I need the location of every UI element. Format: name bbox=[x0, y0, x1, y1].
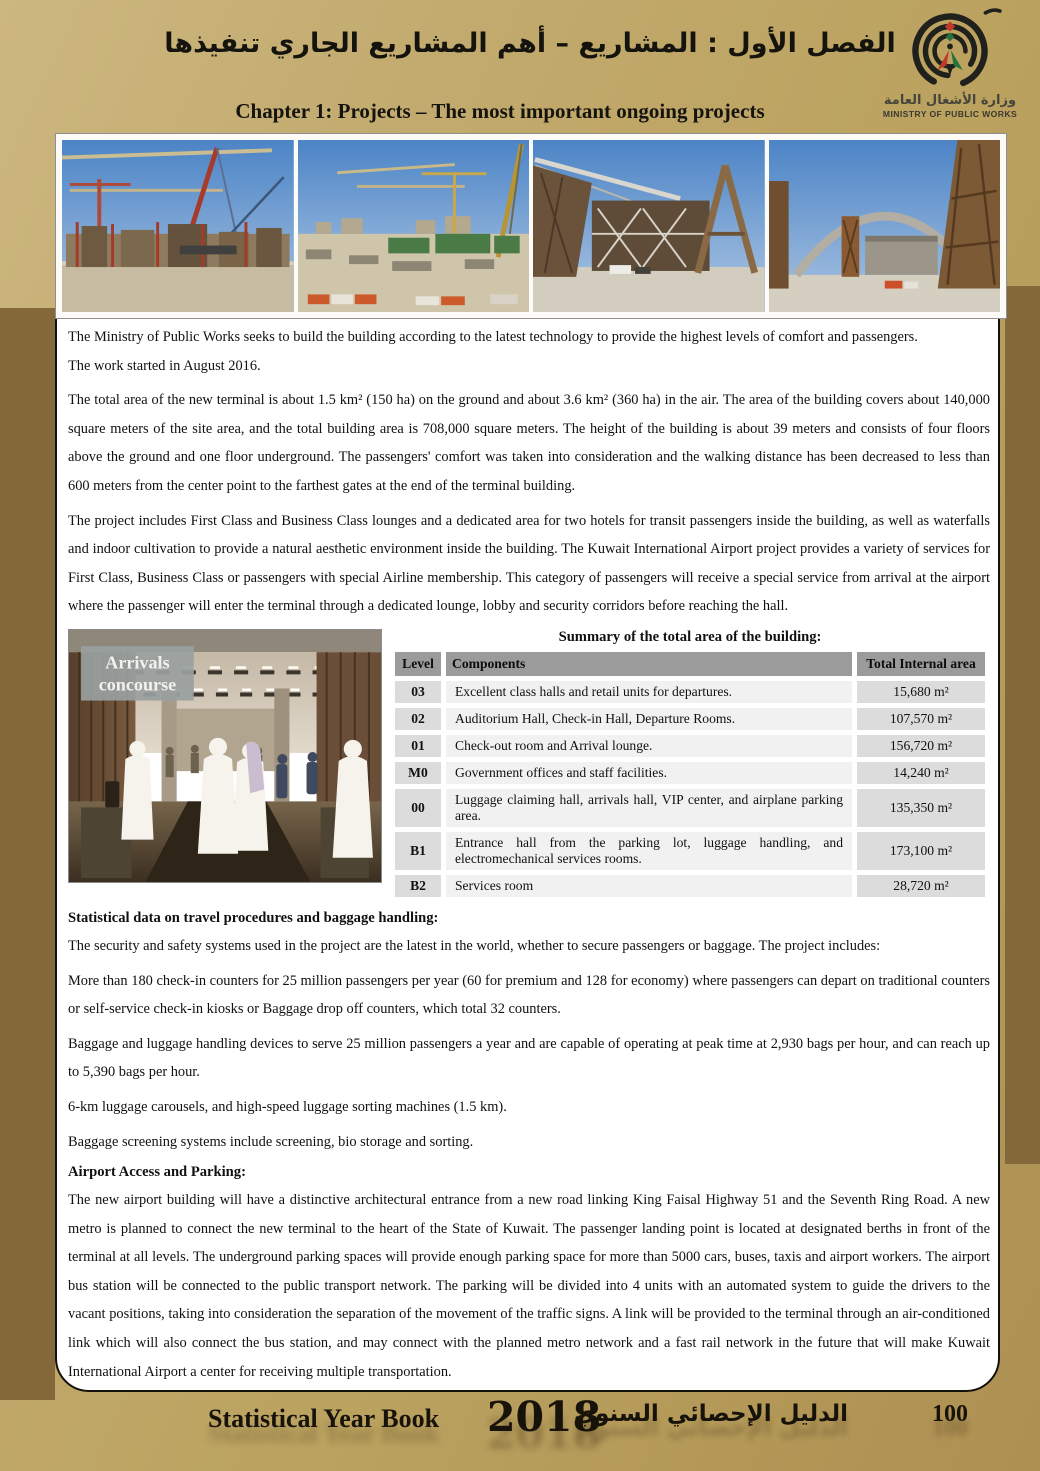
chapter-title-english: Chapter 1: Projects – The most important ongoing projects bbox=[235, 99, 765, 123]
access-paragraph-1: The new airport building will have a distinctive architectural entrance from a new road linking King Faisal Highway 51 and the Seventh Ring Road. A new metro is planned to connect the new terminal to the heart of the State of Kuwait. The passenger landing point is located at designated berths in front of the terminal at all levels. The underground parking spaces will provide enough parking space for more than 5000 cars, buses, taxis and airport workers. The airport bus station will be connected to the public transport network. The parking will be divided into 4 units with an automated system to guide the drivers to the vacant positions, taking into consideration the separation of the movement of the traffic signs. A link will be provided to the terminal through an air-conditioned link which will also connect the bus station, and may connect with the planned metro network and a fast rail network in the future that will make Kuwait International Airport a center for receiving multiple transportation. bbox=[68, 1192, 990, 1380]
left-accent-panel bbox=[0, 308, 55, 1400]
stats-paragraph-3: Baggage and luggage handling devices to serve 25 million passengers a year and are capable of operating at peak time at 2,930 bags per hour, and can reach up to 5,390 bags per hour. bbox=[68, 1035, 990, 1081]
paragraph-project-includes: The project includes First Class and Business Class lounges and a dedicated area for two hotels for transit passengers inside the building, as well as waterfalls and indoor cultivation to provide a natural aesthetic environment inside the building. The Kuwait International Airport project provides a variety of services for First Class, Business Class or passengers with special Airline membership. This category of passengers will receive a special service from arrival at the airport where the passenger will enter the terminal through a dedicated lounge, lobby and security corridors before reaching the hall. bbox=[68, 512, 990, 615]
page-header bbox=[0, 0, 1040, 133]
table-row bbox=[395, 735, 985, 757]
table-row bbox=[395, 681, 985, 703]
level-cell: 00 bbox=[395, 789, 441, 827]
ministry-swirl-icon bbox=[872, 8, 1028, 94]
card-content bbox=[68, 323, 990, 1392]
level-cell: 01 bbox=[395, 735, 441, 757]
level-cell: 02 bbox=[395, 708, 441, 730]
footer-title-arabic: الدليل الإحصائي السنوي bbox=[574, 1401, 848, 1427]
stats-paragraph-2: More than 180 check-in counters for 25 million passengers per year (60 for premium and 128 for economy) where passengers can depart on traditional counters or self-service check-in kiosks or Baggage drop off counters, which total 32 counters. bbox=[68, 972, 990, 1018]
area-cell: 107,570 m² bbox=[857, 708, 985, 730]
stats-paragraph-5: Baggage screening systems include screening, bio storage and sorting. bbox=[68, 1133, 474, 1150]
footer-page-number: 100 bbox=[932, 1401, 968, 1427]
col-header-area: Total Internal area bbox=[857, 652, 985, 676]
table-row bbox=[395, 832, 985, 870]
level-cell: B1 bbox=[395, 832, 441, 870]
page-footer bbox=[0, 1392, 1040, 1471]
area-cell: 28,720 m² bbox=[857, 875, 985, 897]
paragraph-intro-1: The Ministry of Public Works seeks to build the building according to the latest technology to provide the highest levels of comfort and passengers. bbox=[68, 329, 918, 345]
arrivals-concourse-image bbox=[68, 629, 382, 883]
right-accent-panel bbox=[1005, 286, 1040, 1164]
components-cell: Excellent class halls and retail units for departures. bbox=[446, 681, 852, 703]
area-cell: 15,680 m² bbox=[857, 681, 985, 703]
components-cell: Entrance hall from the parking lot, luggage handling, and electromechanical services rooms. bbox=[446, 832, 852, 870]
paragraph-total-area: The total area of the new terminal is about 1.5 km² (150 ha) on the ground and about 3.6 km² (360 ha) in the air. The area of the building covers about 140,000 square meters of the site area, and the total building area is 708,000 square meters. The height of the building is about 39 meters and consists of four floors above the ground and one floor underground. The passengers' comfort was taken into consideration and the walking distance has been decreased to less than 600 meters from the center point to the farthest gates at the end of the terminal building. bbox=[68, 392, 990, 494]
area-cell: 135,350 m² bbox=[857, 789, 985, 827]
level-cell: M0 bbox=[395, 762, 441, 784]
components-cell: Check-out room and Arrival lounge. bbox=[446, 735, 852, 757]
table-row bbox=[395, 708, 985, 730]
table-header-row bbox=[395, 652, 985, 676]
area-cell: 173,100 m² bbox=[857, 832, 985, 870]
components-cell: Auditorium Hall, Check-in Hall, Departure Rooms. bbox=[446, 708, 852, 730]
area-cell: 156,720 m² bbox=[857, 735, 985, 757]
paragraph-intro-2: The work started in August 2016. bbox=[68, 357, 261, 374]
construction-photo-3 bbox=[533, 140, 765, 312]
components-cell: Luggage claiming hall, arrivals hall, VIP center, and airplane parking area. bbox=[446, 789, 852, 827]
col-header-level: Level bbox=[395, 652, 441, 676]
level-cell: B2 bbox=[395, 875, 441, 897]
arrivals-label-line2: concourse bbox=[98, 674, 177, 695]
components-cell: Government offices and staff facilities. bbox=[446, 762, 852, 784]
stats-paragraph-1: The security and safety systems used in the project are the latest in the world, whether to secure passengers or baggage. The project includes: bbox=[68, 937, 881, 954]
ministry-name-arabic: وزارة الأشغال العامة bbox=[883, 93, 1017, 108]
ministry-logo bbox=[872, 8, 1028, 120]
footer-book-title: Statistical Year Book bbox=[208, 1404, 440, 1433]
area-table-column bbox=[390, 629, 990, 902]
table-title: Summary of the total area of the building: bbox=[558, 628, 822, 645]
table-row bbox=[395, 789, 985, 827]
footer-year: 2018 bbox=[487, 1393, 602, 1441]
table-row bbox=[395, 762, 985, 784]
chapter-title-arabic: الفصل الأول : المشاريع – أهم المشاريع الجاري تنفيذها bbox=[164, 28, 896, 59]
arrivals-label-line1: Arrivals bbox=[105, 652, 170, 673]
construction-photo-4 bbox=[769, 140, 1001, 312]
area-cell: 14,240 m² bbox=[857, 762, 985, 784]
level-cell: 03 bbox=[395, 681, 441, 703]
col-header-components: Components bbox=[446, 652, 852, 676]
stats-paragraph-4: 6-km luggage carousels, and high-speed luggage sorting machines (1.5 km). bbox=[68, 1098, 507, 1115]
image-and-table-section bbox=[68, 629, 990, 902]
construction-photo-1 bbox=[62, 140, 294, 312]
building-area-table bbox=[390, 647, 990, 902]
ministry-name-english: MINISTRY OF PUBLIC WORKS bbox=[882, 109, 1018, 120]
components-cell: Services room bbox=[446, 875, 852, 897]
access-heading: Airport Access and Parking: bbox=[68, 1164, 246, 1181]
stats-heading: Statistical data on travel procedures and baggage handling: bbox=[68, 909, 439, 926]
construction-photo-strip bbox=[55, 133, 1007, 319]
construction-photo-2 bbox=[298, 140, 530, 312]
table-row bbox=[395, 875, 985, 897]
